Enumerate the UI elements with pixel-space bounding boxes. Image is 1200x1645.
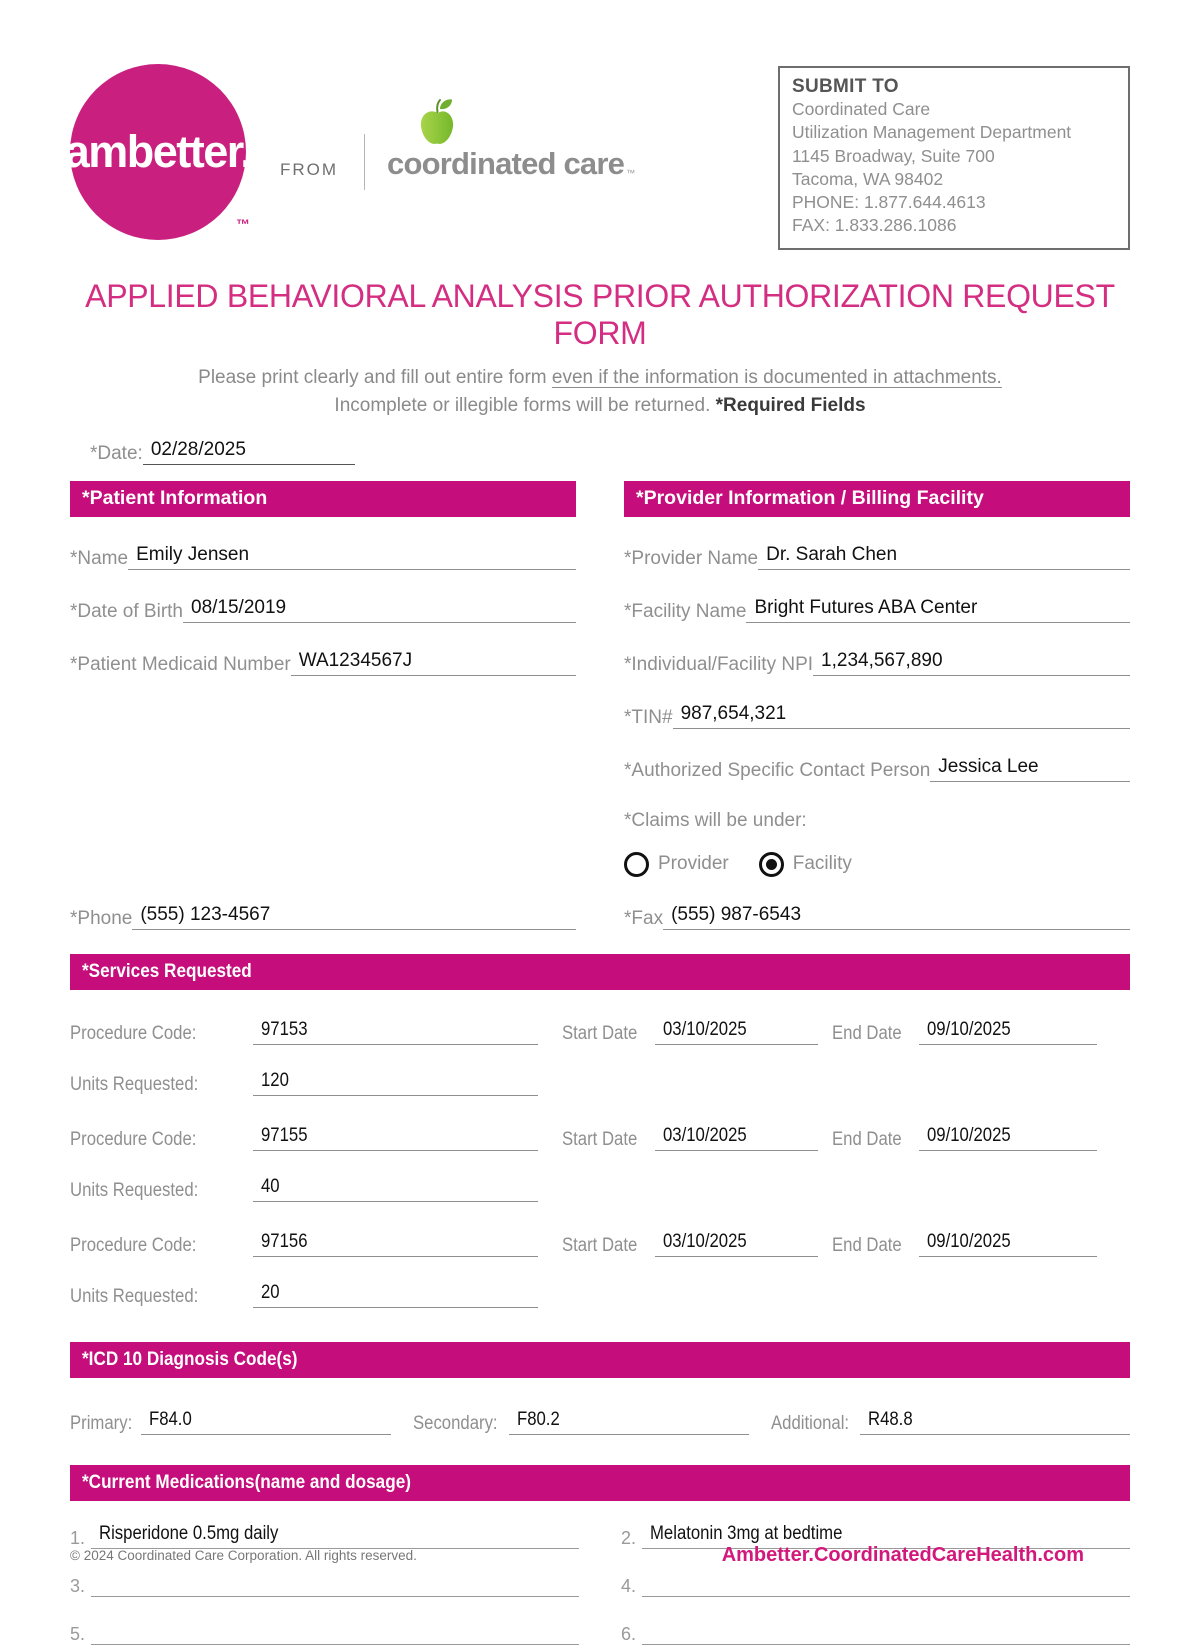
patient-provider-columns [70,481,1130,930]
apple-icon [417,98,457,148]
provider-section-title: *Provider Information / Billing Facility [636,487,984,510]
units-row [70,1282,1130,1308]
services-section-title: *Services Requested [82,960,252,983]
provider-radio-button[interactable] [624,852,649,877]
copyright-text: © 2024 Coordinated Care Corporation. All rights reserved. [70,1548,417,1563]
tin-label: *TIN# [624,706,673,728]
submit-to-phone: PHONE: 1.877.644.4613 [792,192,986,213]
field-row [624,597,1130,623]
header [64,64,1130,250]
medication-field-4[interactable] [642,1571,1130,1597]
patient-phone-label: *Phone [70,907,133,929]
procedure-code-label: Procedure Code: [70,1022,197,1044]
submit-to-fax: FAX: 1.833.286.1086 [792,215,957,236]
icd-additional-label: Additional: [770,1412,849,1434]
units-requested-label: Units Requested: [70,1179,199,1201]
form-page [0,64,1200,1645]
medication-field-6[interactable] [642,1619,1130,1645]
field-row [624,703,1130,729]
start-date-field[interactable]: 03/10/2025 [655,1231,818,1257]
end-date-field[interactable]: 09/10/2025 [919,1019,1097,1045]
claims-radio-group [624,852,1130,877]
logo-divider [364,134,365,190]
instructions-line1-underlined: even if the information is documented in attachments. [551,366,1002,388]
required-fields-note: *Required Fields [715,395,866,417]
from-label: FROM [280,160,339,179]
icd-section-header [70,1342,1130,1378]
icd-section-title: *ICD 10 Diagnosis Code(s) [82,1348,298,1371]
patient-section-title: *Patient Information [82,487,268,510]
footer [70,1544,1130,1567]
instructions-line2: Incomplete or illegible forms will be returned. [334,395,716,417]
field-row [624,650,1130,676]
medication-item [70,1571,579,1597]
submit-to-org: Coordinated Care [792,99,931,119]
medication-field-2[interactable]: Melatonin 3mg at bedtime [642,1523,1130,1549]
end-date-label: End Date [832,1022,902,1044]
instructions-line1: Please print clearly and fill out entire form [198,366,552,388]
medications-section-header [70,1465,1130,1501]
services-section [70,954,1130,1308]
patient-name-field[interactable]: Emily Jensen [128,544,576,570]
patient-dob-label: *Date of Birth [70,600,183,622]
field-row [70,650,576,676]
medication-field-3[interactable] [91,1571,579,1597]
units-requested-label: Units Requested: [70,1285,199,1307]
medication-number: 1. [70,1527,86,1548]
end-date-field[interactable]: 09/10/2025 [919,1125,1097,1151]
service-row [70,1125,1130,1151]
end-date-label: End Date [832,1128,902,1150]
procedure-code-label: Procedure Code: [70,1128,197,1150]
field-row [624,756,1130,782]
ambetter-logo [64,64,252,240]
submit-to-box [778,66,1130,250]
medication-field-5[interactable] [91,1619,579,1645]
fax-label: *Fax [624,907,664,929]
field-row [624,544,1130,570]
icd-additional-field[interactable]: R48.8 [860,1409,1130,1435]
medication-item [70,1619,579,1645]
submit-to-heading: SUBMIT TO [792,76,899,97]
coordinated-care-logo-text: coordinated care [387,146,625,181]
icd-primary-label: Primary: [70,1412,133,1434]
icd-secondary-label: Secondary: [412,1412,498,1434]
units-row [70,1176,1130,1202]
start-date-field[interactable]: 03/10/2025 [655,1019,818,1045]
contact-person-field[interactable]: Jessica Lee [930,756,1130,782]
provider-name-label: *Provider Name [624,547,759,569]
provider-radio-label: Provider [658,853,729,875]
patient-section [70,481,576,930]
patient-medicaid-field[interactable]: WA1234567J [291,650,576,676]
field-row [70,544,576,570]
medication-number: 5. [70,1623,86,1644]
patient-dob-field[interactable]: 08/15/2019 [183,597,576,623]
facility-radio-label: Facility [792,853,852,875]
start-date-label: Start Date [562,1022,638,1044]
facility-name-field[interactable]: Bright Futures ABA Center [746,597,1130,623]
service-row [70,1231,1130,1257]
units-requested-field[interactable]: 20 [253,1282,538,1308]
start-date-label: Start Date [562,1128,638,1150]
submit-to-street: 1145 Broadway, Suite 700 [792,145,995,166]
service-row [70,1019,1130,1045]
submit-to-city: Tacoma, WA 98402 [792,168,944,189]
medications-section-title: *Current Medications(name and dosage) [82,1471,411,1494]
end-date-label: End Date [832,1234,902,1256]
medication-number: 2. [621,1527,637,1548]
field-row [70,904,576,930]
provider-name-field[interactable]: Dr. Sarah Chen [758,544,1130,570]
start-date-label: Start Date [562,1234,638,1256]
units-requested-label: Units Requested: [70,1073,199,1095]
medication-item [621,1619,1130,1645]
icd-primary-field[interactable]: F84.0 [141,1409,391,1435]
trademark-symbol: ™ [236,216,250,232]
facility-name-label: *Facility Name [624,600,747,622]
icd-section [70,1342,1130,1435]
provider-section [624,481,1130,930]
form-title: APPLIED BEHAVIORAL ANALYSIS PRIOR AUTHORIZATION REQUEST FORM [85,277,1115,351]
units-requested-field[interactable]: 120 [253,1070,538,1096]
tin-field[interactable]: 987,654,321 [673,703,1130,729]
facility-radio-button-selected[interactable] [759,852,784,877]
patient-section-header [70,481,576,517]
medications-grid [70,1523,1130,1645]
end-date-field[interactable]: 09/10/2025 [919,1231,1097,1257]
procedure-code-field[interactable]: 97153 [253,1019,538,1045]
medication-item [621,1571,1130,1597]
patient-medicaid-label: *Patient Medicaid Number [70,653,291,675]
procedure-code-label: Procedure Code: [70,1234,197,1256]
patient-name-label: *Name [70,547,129,569]
field-row [70,597,576,623]
coordinated-care-logo [387,98,635,179]
procedure-code-field[interactable]: 97155 [253,1125,538,1151]
fax-field[interactable]: (555) 987-6543 [663,904,1130,930]
date-row [90,439,1130,465]
date-field[interactable]: 02/28/2025 [143,439,355,465]
icd-secondary-field[interactable]: F80.2 [509,1409,749,1435]
claims-under-label: *Claims will be under: [624,809,807,831]
provider-section-header [624,481,1130,517]
npi-field[interactable]: 1,234,567,890 [813,650,1130,676]
submit-to-department: Utilization Management Department [792,122,1072,143]
website-link[interactable]: Ambetter.CoordinatedCareHealth.com [721,1544,1084,1566]
field-row [624,904,1130,930]
npi-label: *Individual/Facility NPI [624,653,814,675]
icd-codes-row [70,1409,1130,1435]
patient-phone-field[interactable]: (555) 123-4567 [132,904,576,930]
date-label: *Date: [90,442,143,464]
ambetter-logo-text: ambetter. [64,126,252,177]
contact-person-label: *Authorized Specific Contact Person [624,759,931,781]
start-date-field[interactable]: 03/10/2025 [655,1125,818,1151]
units-row [70,1070,1130,1096]
procedure-code-field[interactable]: 97156 [253,1231,538,1257]
trademark-symbol: ™ [626,168,636,178]
medication-field-1[interactable]: Risperidone 0.5mg daily [91,1523,579,1549]
services-section-header [70,954,1130,990]
medication-number: 4. [621,1575,637,1596]
units-requested-field[interactable]: 40 [253,1176,538,1202]
medication-number: 6. [621,1623,637,1644]
medication-number: 3. [70,1575,86,1596]
ambetter-logo-circle [64,64,252,240]
form-instructions [70,364,1130,421]
